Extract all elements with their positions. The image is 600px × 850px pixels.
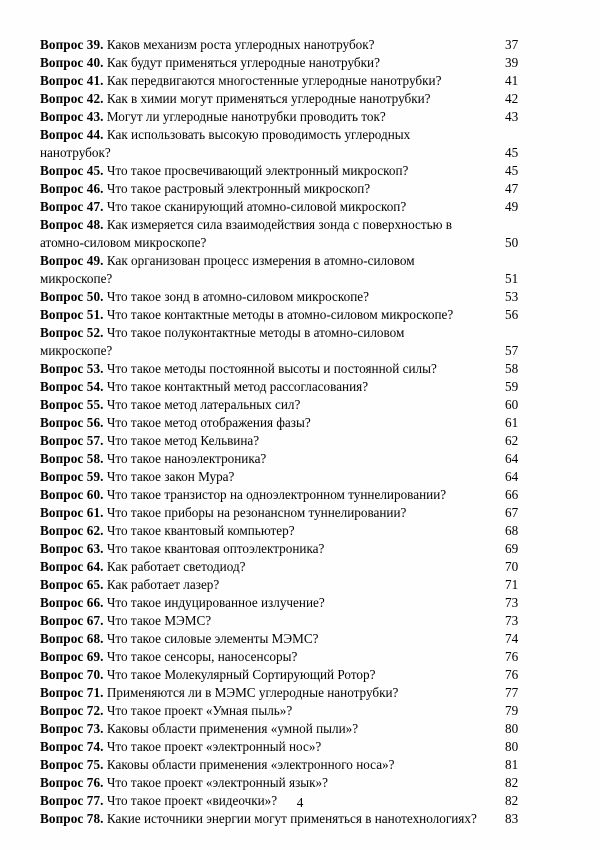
toc-entry-line <box>40 234 560 252</box>
toc-entry-title: атомно-силовом микроскопе? <box>40 235 207 250</box>
toc-entry-page-number: 57 <box>505 343 519 358</box>
toc-entry-title: Применяются ли в МЭМС углеродные нанотрубки? <box>106 685 399 700</box>
toc-entry-title: Что такое наноэлектроника? <box>106 451 267 466</box>
toc-entry-title: Какие источники энергии могут применяться в нанотехнологиях? <box>106 811 477 826</box>
toc-entry-line <box>40 36 560 54</box>
toc-entry[interactable] <box>40 162 560 180</box>
toc-entry[interactable] <box>40 486 560 504</box>
toc-entry-label: Вопрос 76. <box>40 775 104 790</box>
toc-entry-page-number: 74 <box>505 631 519 646</box>
toc-entry[interactable] <box>40 504 560 522</box>
toc-entry-label: Вопрос 44. <box>40 127 104 142</box>
toc-entry-label: Вопрос 39. <box>40 37 104 52</box>
toc-entry-label: Вопрос 71. <box>40 685 104 700</box>
toc-entry-line <box>40 180 560 198</box>
toc-entry-label: Вопрос 46. <box>40 181 104 196</box>
toc-entry[interactable] <box>40 180 560 198</box>
toc-entry[interactable] <box>40 90 560 108</box>
toc-entry-line <box>40 306 560 324</box>
toc-entry-title: Как передвигаются многостенные углеродные нанотрубки? <box>106 73 442 88</box>
toc-entry[interactable] <box>40 522 560 540</box>
toc-entry[interactable] <box>40 126 560 162</box>
toc-entry[interactable] <box>40 702 560 720</box>
toc-entry-label: Вопрос 42. <box>40 91 104 106</box>
toc-entry[interactable] <box>40 720 560 738</box>
toc-entry-page-number: 66 <box>505 487 519 502</box>
toc-entry-label: Вопрос 70. <box>40 667 104 682</box>
toc-entry-title: Что такое закон Мура? <box>106 469 235 484</box>
toc-entry-line <box>40 108 560 126</box>
toc-entry-line <box>40 756 560 774</box>
toc-entry-label: Вопрос 61. <box>40 505 104 520</box>
toc-entry-title: Как в химии могут применяться углеродные нанотрубки? <box>106 91 431 106</box>
toc-entry[interactable] <box>40 306 560 324</box>
toc-entry[interactable] <box>40 288 560 306</box>
toc-entry-label: Вопрос 75. <box>40 757 104 772</box>
toc-entry-page-number: 69 <box>505 541 519 556</box>
toc-entry-page-number: 73 <box>505 595 519 610</box>
toc-entry-page-number: 53 <box>505 289 519 304</box>
toc-entry-line <box>40 576 560 594</box>
toc-entry-line <box>40 162 560 180</box>
toc-entry[interactable] <box>40 216 560 252</box>
toc-entry-label: Вопрос 41. <box>40 73 104 88</box>
toc-entry-page-number: 81 <box>505 757 519 772</box>
toc-entry-title: Что такое индуцированное излучение? <box>106 595 325 610</box>
toc-entry-page-number: 67 <box>505 505 519 520</box>
toc-entry-page-number: 47 <box>505 181 519 196</box>
toc-entry[interactable] <box>40 36 560 54</box>
toc-entry-title: Что такое МЭМС? <box>106 613 212 628</box>
toc-entry-line <box>40 252 560 270</box>
toc-entry-page-number: 80 <box>505 721 519 736</box>
toc-entry[interactable] <box>40 666 560 684</box>
toc-entry[interactable] <box>40 414 560 432</box>
toc-entry-line <box>40 666 560 684</box>
toc-entry-page-number: 58 <box>505 361 519 376</box>
toc-entry-line <box>40 198 560 216</box>
toc-entry-title: Что такое сканирующий атомно-силовой микроскоп? <box>106 199 407 214</box>
toc-entry-label: Вопрос 49. <box>40 253 104 268</box>
toc-entry-label: Вопрос 67. <box>40 613 104 628</box>
toc-entry-page-number: 64 <box>505 451 519 466</box>
toc-entry-page-number: 71 <box>505 577 519 592</box>
toc-entry-line <box>40 414 560 432</box>
toc-entry-label: Вопрос 50. <box>40 289 104 304</box>
toc-entry-label: Вопрос 72. <box>40 703 104 718</box>
toc-entry-page-number: 61 <box>505 415 519 430</box>
toc-entry-line <box>40 612 560 630</box>
toc-entry-page-number: 73 <box>505 613 519 628</box>
toc-entry-label: Вопрос 65. <box>40 577 104 592</box>
toc-entry-label: Вопрос 54. <box>40 379 104 394</box>
toc-entry-label: Вопрос 60. <box>40 487 104 502</box>
toc-entry-page-number: 42 <box>505 91 519 106</box>
toc-entry-line <box>40 540 560 558</box>
toc-entry[interactable] <box>40 108 560 126</box>
toc-entry-line <box>40 522 560 540</box>
toc-entry-line <box>40 54 560 72</box>
toc-entry[interactable] <box>40 468 560 486</box>
toc-entry-title: Что такое контактный метод рассогласования? <box>106 379 369 394</box>
toc-entry[interactable] <box>40 648 560 666</box>
toc-entry-page-number: 39 <box>505 55 519 70</box>
toc-entry[interactable] <box>40 558 560 576</box>
toc-entry[interactable] <box>40 774 560 792</box>
toc-entry-title: Каковы области применения «электронного носа»? <box>106 757 395 772</box>
toc-entry-page-number: 37 <box>505 37 519 52</box>
toc-entry-title: Что такое приборы на резонансном туннелировании? <box>106 505 407 520</box>
toc-entry-line <box>40 144 560 162</box>
toc-entry[interactable] <box>40 630 560 648</box>
toc-entry-label: Вопрос 40. <box>40 55 104 70</box>
toc-entry-label: Вопрос 48. <box>40 217 104 232</box>
toc-entry-line <box>40 684 560 702</box>
toc-entry-line <box>40 216 560 234</box>
toc-entry-title: Как будут применяться углеродные нанотрубки? <box>106 55 380 70</box>
toc-entry-line <box>40 126 560 144</box>
toc-entry-title: Что такое сенсоры, наносенсоры? <box>106 649 298 664</box>
toc-entry-page-number: 68 <box>505 523 519 538</box>
toc-entry[interactable] <box>40 432 560 450</box>
toc-entry-page-number: 45 <box>505 145 519 160</box>
toc-entry-label: Вопрос 73. <box>40 721 104 736</box>
toc-entry-title: Что такое просвечивающий электронный микроскоп? <box>106 163 409 178</box>
toc-entry-title: Что такое метод Кельвина? <box>106 433 260 448</box>
toc-entry-page-number: 62 <box>505 433 519 448</box>
toc-entry-label: Вопрос 69. <box>40 649 104 664</box>
toc-entry-line <box>40 720 560 738</box>
toc-entry-label: Вопрос 52. <box>40 325 104 340</box>
toc-entry[interactable] <box>40 450 560 468</box>
toc-entry[interactable] <box>40 198 560 216</box>
toc-entry-line <box>40 774 560 792</box>
toc-entry-title: Могут ли углеродные нанотрубки проводить ток? <box>106 109 386 124</box>
toc-entry-page-number: 77 <box>505 685 519 700</box>
toc-entry-page-number: 82 <box>505 793 519 808</box>
toc-entry-line <box>40 270 560 288</box>
toc-entry-title: Как организован процесс измерения в атомно-силовом <box>106 253 415 268</box>
toc-entry-page-number: 49 <box>505 199 519 214</box>
toc-entry-page-number: 43 <box>505 109 519 124</box>
toc-entry-line <box>40 324 560 342</box>
toc-entry-title: Что такое контактные методы в атомно-силовом микроскопе? <box>106 307 454 322</box>
toc-entry-line <box>40 450 560 468</box>
toc-entry[interactable] <box>40 72 560 90</box>
toc-entry-title: Что такое растровый электронный микроскоп? <box>106 181 371 196</box>
toc-entry-page-number: 82 <box>505 775 519 790</box>
toc-entry[interactable] <box>40 684 560 702</box>
toc-entry-label: Вопрос 77. <box>40 793 104 808</box>
toc-entry[interactable] <box>40 252 560 288</box>
toc-entry-label: Вопрос 62. <box>40 523 104 538</box>
toc-entry[interactable] <box>40 396 560 414</box>
toc-entry-label: Вопрос 51. <box>40 307 104 322</box>
toc-entry-line <box>40 360 560 378</box>
toc-entry-line <box>40 342 560 360</box>
toc-entry-page-number: 83 <box>505 811 519 826</box>
toc-entry-title: Что такое квантовая оптоэлектроника? <box>106 541 325 556</box>
toc-entry-page-number: 51 <box>505 271 519 286</box>
toc-entry-line <box>40 630 560 648</box>
toc-entry[interactable] <box>40 594 560 612</box>
toc-entry[interactable] <box>40 738 560 756</box>
toc-entry-title: Что такое проект «Умная пыль»? <box>106 703 293 718</box>
toc-entry-line <box>40 396 560 414</box>
toc-entry-line <box>40 702 560 720</box>
toc-entry[interactable] <box>40 324 560 360</box>
toc-entry[interactable] <box>40 378 560 396</box>
toc-entry-line <box>40 90 560 108</box>
toc-entry-label: Вопрос 53. <box>40 361 104 376</box>
toc-entry-line <box>40 558 560 576</box>
toc-entry-page-number: 80 <box>505 739 519 754</box>
toc-entry-title: Как измеряется сила взаимодействия зонда с поверхностью в <box>106 217 453 232</box>
toc-entry-line <box>40 648 560 666</box>
toc-entry-title: Что такое квантовый компьютер? <box>106 523 295 538</box>
toc-entry-label: Вопрос 45. <box>40 163 104 178</box>
toc-entry-label: Вопрос 63. <box>40 541 104 556</box>
toc-entry-title: Каковы области применения «умной пыли»? <box>106 721 359 736</box>
toc-entry[interactable] <box>40 540 560 558</box>
toc-entry-title: Что такое метод отображения фазы? <box>106 415 311 430</box>
toc-entry-title: микроскопе? <box>40 343 113 358</box>
toc-entry[interactable] <box>40 576 560 594</box>
toc-entry-label: Вопрос 68. <box>40 631 104 646</box>
toc-entry-title: Что такое Молекулярный Сортирующий Ротор? <box>106 667 376 682</box>
toc-entry[interactable] <box>40 810 560 828</box>
toc-entry-title: Что такое проект «электронный нос»? <box>106 739 322 754</box>
toc-entry[interactable] <box>40 54 560 72</box>
toc-entry-title: Что такое проект «видеочки»? <box>106 793 278 808</box>
toc-entry-line <box>40 288 560 306</box>
toc-entry-title: Каков механизм роста углеродных нанотрубок? <box>106 37 375 52</box>
toc-entry-line <box>40 504 560 522</box>
toc-entry[interactable] <box>40 756 560 774</box>
toc-entry-label: Вопрос 74. <box>40 739 104 754</box>
toc-entry[interactable] <box>40 612 560 630</box>
toc-entry-page-number: 64 <box>505 469 519 484</box>
toc-entry-line <box>40 810 560 828</box>
toc-entry-title: Как работает лазер? <box>106 577 220 592</box>
toc-entry-page-number: 79 <box>505 703 519 718</box>
toc-entry-line <box>40 738 560 756</box>
toc-entry-label: Вопрос 58. <box>40 451 104 466</box>
toc-entry-title: нанотрубок? <box>40 145 111 160</box>
toc-entry-label: Вопрос 66. <box>40 595 104 610</box>
toc-entry-label: Вопрос 43. <box>40 109 104 124</box>
toc-entry-title: Что такое зонд в атомно-силовом микроскопе? <box>106 289 369 304</box>
toc-entry-title: Что такое силовые элементы МЭМС? <box>106 631 319 646</box>
toc-entry-page-number: 76 <box>505 667 519 682</box>
toc-entry-line <box>40 486 560 504</box>
toc-entry[interactable] <box>40 360 560 378</box>
toc-entry-page-number: 56 <box>505 307 519 322</box>
toc-entry-page-number: 76 <box>505 649 519 664</box>
toc-entry-title: Как использовать высокую проводимость углеродных <box>106 127 411 142</box>
toc-entry-page-number: 70 <box>505 559 519 574</box>
toc-entry-page-number: 41 <box>505 73 519 88</box>
toc-entry-line <box>40 432 560 450</box>
toc-entry-line <box>40 378 560 396</box>
toc-entry-label: Вопрос 57. <box>40 433 104 448</box>
toc-entry-line <box>40 72 560 90</box>
toc-entry-label: Вопрос 78. <box>40 811 104 826</box>
toc-entry-title: Что такое полуконтактные методы в атомно-силовом <box>106 325 405 340</box>
toc-entry-page-number: 59 <box>505 379 519 394</box>
toc-entry-title: Что такое методы постоянной высоты и постоянной силы? <box>106 361 437 376</box>
toc-entry-title: Что такое проект «электронный язык»? <box>106 775 328 790</box>
toc-entry-title: Что такое транзистор на одноэлектронном туннелировании? <box>106 487 447 502</box>
page-folio-number: 4 <box>296 795 304 810</box>
toc-entry-label: Вопрос 55. <box>40 397 104 412</box>
toc-entry-label: Вопрос 47. <box>40 199 104 214</box>
toc-entry-page-number: 60 <box>505 397 519 412</box>
toc-entry-page-number: 45 <box>505 163 519 178</box>
toc-entry-label: Вопрос 59. <box>40 469 104 484</box>
toc-entry-title: Что такое метод латеральных сил? <box>106 397 301 412</box>
toc-entry-label: Вопрос 56. <box>40 415 104 430</box>
table-of-contents <box>40 36 560 828</box>
toc-entry-label: Вопрос 64. <box>40 559 104 574</box>
toc-entry-line <box>40 594 560 612</box>
toc-entry-page-number: 50 <box>505 235 519 250</box>
toc-entry-title: микроскопе? <box>40 271 113 286</box>
toc-entry-line <box>40 468 560 486</box>
toc-entry-title: Как работает светодиод? <box>106 559 246 574</box>
